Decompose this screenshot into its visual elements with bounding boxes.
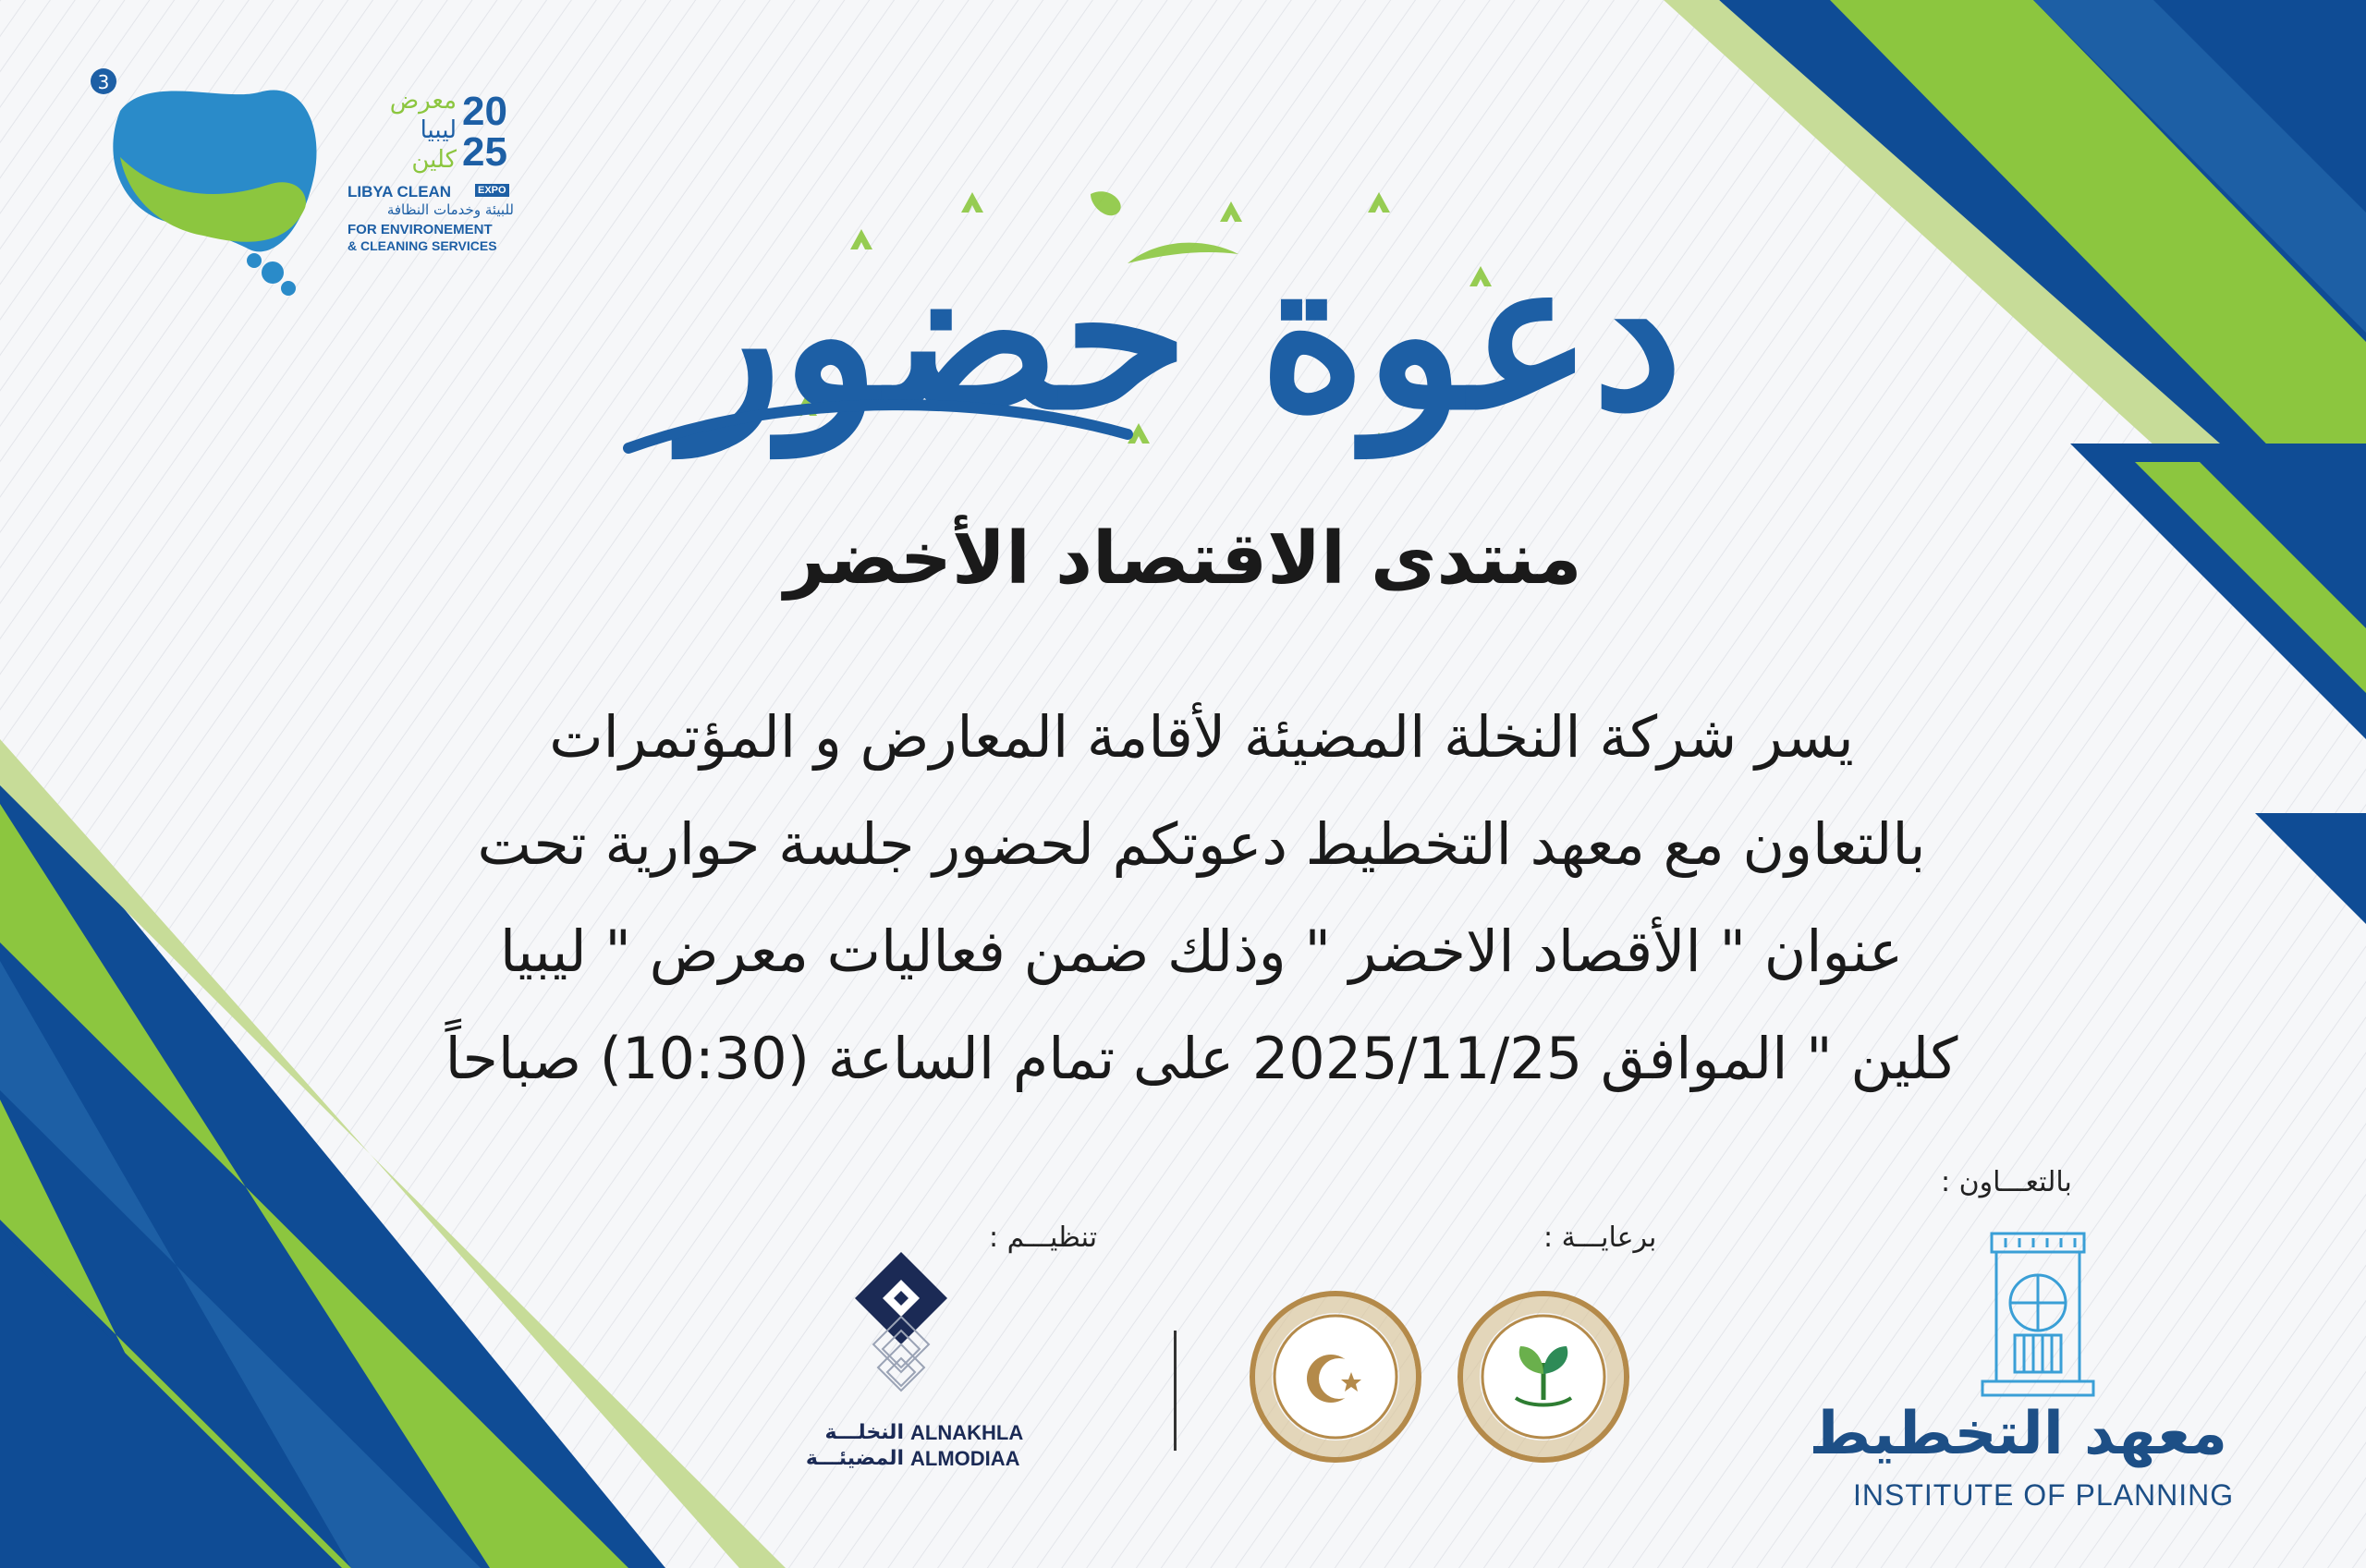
- libya-crescent-star-icon: [1248, 1289, 1423, 1465]
- forum-title: منتدى الاقتصاد الأخضر: [784, 517, 1582, 601]
- body-line-1: يسر شركة النخلة المضيئة لأقامة المعارض و المؤتمرات: [549, 703, 1854, 771]
- institute-name-ar: معهد التخطيط: [1809, 1400, 2227, 1468]
- body-line-3: عنوان " الأقصاد الاخضر " وذلك ضمن فعاليات معرض " ليبيا: [499, 918, 1904, 985]
- organization-label: تنظيـــم :: [989, 1222, 1098, 1254]
- organizer-name-en-1: ALNAKHLA: [910, 1421, 1024, 1444]
- body-line-2: بالتعاون مع معهد التخطيط دعوتكم لحضور جلسة حوارية تحت: [477, 810, 1926, 878]
- expo-water-drop-icon: [83, 55, 527, 305]
- expo-en-sub-1: FOR ENVIRONEMENT: [348, 222, 493, 237]
- tower-emblem-icon: [1973, 1224, 2103, 1400]
- expo-tag: EXPO: [475, 184, 509, 197]
- sponsorship-label: برعايـــة :: [1543, 1222, 1657, 1254]
- organizer-name-ar-2: المضيئـــة: [805, 1447, 904, 1470]
- calligraphy-text: دعوة حضور: [683, 215, 1683, 455]
- institute-name-en: INSTITUTE OF PLANNING: [1853, 1478, 2235, 1512]
- cooperation-label: بالتعـــاون :: [1941, 1166, 2072, 1198]
- expo-year-1: 20: [462, 89, 507, 134]
- expo-ar-2: ليبيا: [420, 116, 457, 144]
- body-line-4: كلين " الموافق 2025/11/25 على تمام الساعة (10:30) صباحاً: [445, 1025, 1958, 1092]
- organizer-name-en: [910, 1420, 1023, 1472]
- organizer-name-ar: [774, 1420, 904, 1472]
- expo-ar-sub: للبيئة وخدمات النظافة: [386, 201, 514, 218]
- expo-en-sub-2: & CLEANING SERVICES: [348, 238, 497, 253]
- divider: [1174, 1331, 1177, 1451]
- plant-leaves-icon: [1456, 1289, 1631, 1465]
- expo-year-2: 25: [462, 129, 507, 175]
- organizer-name-ar-1: النخلـــة: [824, 1421, 904, 1444]
- expo-name-en: LIBYA CLEAN: [348, 183, 452, 201]
- expo-badge: 3: [97, 71, 110, 93]
- invitation-body: [351, 684, 2052, 1112]
- organizer-name-en-2: ALMODIAA: [910, 1447, 1020, 1470]
- expo-ar-1: معرض: [389, 87, 457, 115]
- diamond-lattice-icon: [850, 1252, 952, 1409]
- invitation-calligraphy: [610, 176, 1756, 508]
- expo-ar-3: كلين: [411, 146, 457, 174]
